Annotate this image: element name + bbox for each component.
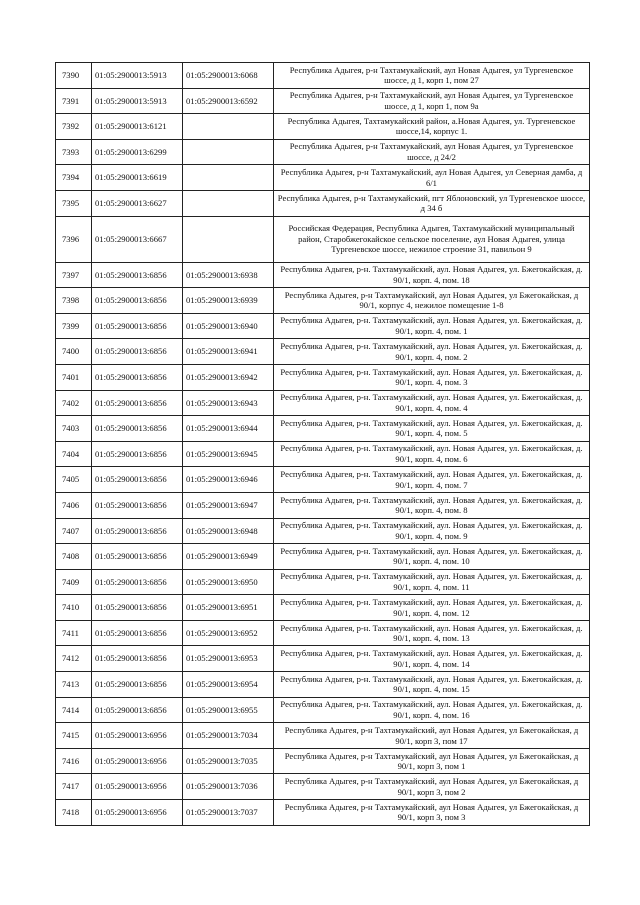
object-cadastral-number-cell <box>183 216 274 262</box>
table-row <box>56 748 590 774</box>
table-body <box>56 63 590 826</box>
object-cadastral-number-cell: 01:05:2900013:6945 <box>183 441 274 467</box>
table-row <box>56 800 590 826</box>
address-cell: Республика Адыгея, р-н. Тахтамукайский, аул. Новая Адыгея, ул. Бжегокайская, д. 90/1, корп. 4, пом. 7 <box>274 467 590 493</box>
address-cell: Республика Адыгея, р-н Тахтамукайский, аул Новая Адыгея, ул Бжегокайская, д 90/1, корп 3, пом 3 <box>274 800 590 826</box>
row-number-cell: 7401 <box>56 364 92 390</box>
table-row <box>56 139 590 165</box>
object-cadastral-number-cell: 01:05:2900013:6951 <box>183 595 274 621</box>
row-number-cell: 7395 <box>56 190 92 216</box>
object-cadastral-number-cell <box>183 139 274 165</box>
parcel-cadastral-number-cell: 01:05:2900013:6956 <box>92 723 183 749</box>
address-cell: Республика Адыгея, р-н Тахтамукайский, аул Новая Адыгея, ул Бжегокайская, д 90/1, корпус 4, нежилое помещение 1-8 <box>274 288 590 314</box>
parcel-cadastral-number-cell: 01:05:2900013:6856 <box>92 339 183 365</box>
table-row <box>56 165 590 191</box>
parcel-cadastral-number-cell: 01:05:2900013:6299 <box>92 139 183 165</box>
object-cadastral-number-cell: 01:05:2900013:6955 <box>183 697 274 723</box>
parcel-cadastral-number-cell: 01:05:2900013:6856 <box>92 262 183 288</box>
row-number-cell: 7408 <box>56 544 92 570</box>
object-cadastral-number-cell: 01:05:2900013:6939 <box>183 288 274 314</box>
row-number-cell: 7417 <box>56 774 92 800</box>
object-cadastral-number-cell: 01:05:2900013:6068 <box>183 63 274 89</box>
address-cell: Республика Адыгея, р-н. Тахтамукайский, аул. Новая Адыгея, ул. Бжегокайская, д. 90/1, корп. 4, пом. 18 <box>274 262 590 288</box>
object-cadastral-number-cell: 01:05:2900013:6946 <box>183 467 274 493</box>
row-number-cell: 7407 <box>56 518 92 544</box>
parcel-cadastral-number-cell: 01:05:2900013:6619 <box>92 165 183 191</box>
object-cadastral-number-cell: 01:05:2900013:7036 <box>183 774 274 800</box>
parcel-cadastral-number-cell: 01:05:2900013:6856 <box>92 492 183 518</box>
object-cadastral-number-cell: 01:05:2900013:6952 <box>183 620 274 646</box>
row-number-cell: 7397 <box>56 262 92 288</box>
row-number-cell: 7406 <box>56 492 92 518</box>
row-number-cell: 7393 <box>56 139 92 165</box>
row-number-cell: 7405 <box>56 467 92 493</box>
parcel-cadastral-number-cell: 01:05:2900013:6856 <box>92 620 183 646</box>
object-cadastral-number-cell: 01:05:2900013:6944 <box>183 416 274 442</box>
address-cell: Республика Адыгея, р-н. Тахтамукайский, аул. Новая Адыгея, ул. Бжегокайская, д. 90/1, корп. 4, пом. 13 <box>274 620 590 646</box>
object-cadastral-number-cell: 01:05:2900013:6592 <box>183 88 274 114</box>
object-cadastral-number-cell: 01:05:2900013:6950 <box>183 569 274 595</box>
row-number-cell: 7403 <box>56 416 92 442</box>
object-cadastral-number-cell <box>183 114 274 140</box>
table-row <box>56 595 590 621</box>
parcel-cadastral-number-cell: 01:05:2900013:6627 <box>92 190 183 216</box>
parcel-cadastral-number-cell: 01:05:2900013:6121 <box>92 114 183 140</box>
parcel-cadastral-number-cell: 01:05:2900013:6667 <box>92 216 183 262</box>
row-number-cell: 7394 <box>56 165 92 191</box>
table-row <box>56 390 590 416</box>
object-cadastral-number-cell: 01:05:2900013:6942 <box>183 364 274 390</box>
row-number-cell: 7411 <box>56 620 92 646</box>
address-cell: Республика Адыгея, р-н. Тахтамукайский, аул. Новая Адыгея, ул. Бжегокайская, д. 90/1, корп. 4, пом. 14 <box>274 646 590 672</box>
address-cell: Республика Адыгея, р-н. Тахтамукайский, аул. Новая Адыгея, ул. Бжегокайская, д. 90/1, корп. 4, пом. 5 <box>274 416 590 442</box>
row-number-cell: 7410 <box>56 595 92 621</box>
object-cadastral-number-cell: 01:05:2900013:6953 <box>183 646 274 672</box>
address-cell: Республика Адыгея, р-н. Тахтамукайский, аул. Новая Адыгея, ул. Бжегокайская, д. 90/1, корп. 4, пом. 15 <box>274 672 590 698</box>
parcel-cadastral-number-cell: 01:05:2900013:6856 <box>92 569 183 595</box>
parcel-cadastral-number-cell: 01:05:2900013:6856 <box>92 390 183 416</box>
address-cell: Республика Адыгея, р-н Тахтамукайский, аул Новая Адыгея, ул Тургеневское шоссе, д 1, корп 1, пом 27 <box>274 63 590 89</box>
object-cadastral-number-cell: 01:05:2900013:6938 <box>183 262 274 288</box>
parcel-cadastral-number-cell: 01:05:2900013:6856 <box>92 288 183 314</box>
parcel-cadastral-number-cell: 01:05:2900013:6956 <box>92 800 183 826</box>
table-row <box>56 569 590 595</box>
parcel-cadastral-number-cell: 01:05:2900013:6856 <box>92 544 183 570</box>
table-row <box>56 467 590 493</box>
table-row <box>56 364 590 390</box>
address-cell: Республика Адыгея, р-н Тахтамукайский, пгт Яблоновский, ул Тургеневское шоссе, д 34 б <box>274 190 590 216</box>
object-cadastral-number-cell: 01:05:2900013:7035 <box>183 748 274 774</box>
object-cadastral-number-cell: 01:05:2900013:6940 <box>183 313 274 339</box>
table-row <box>56 114 590 140</box>
address-cell: Республика Адыгея, р-н Тахтамукайский, аул Новая Адыгея, ул Тургеневское шоссе, д 1, корп 1, пом 9а <box>274 88 590 114</box>
address-cell: Республика Адыгея, р-н. Тахтамукайский, аул. Новая Адыгея, ул. Бжегокайская, д. 90/1, корп. 4, пом. 11 <box>274 569 590 595</box>
parcel-cadastral-number-cell: 01:05:2900013:6856 <box>92 313 183 339</box>
address-cell: Республика Адыгея, р-н. Тахтамукайский, аул. Новая Адыгея, ул. Бжегокайская, д. 90/1, корп. 4, пом. 10 <box>274 544 590 570</box>
address-cell: Республика Адыгея, р-н Тахтамукайский, аул Новая Адыгея, ул Бжегокайская, д 90/1, корп 3, пом 17 <box>274 723 590 749</box>
object-cadastral-number-cell: 01:05:2900013:6949 <box>183 544 274 570</box>
parcel-cadastral-number-cell: 01:05:2900013:6856 <box>92 416 183 442</box>
parcel-cadastral-number-cell: 01:05:2900013:6856 <box>92 595 183 621</box>
address-cell: Республика Адыгея, р-н. Тахтамукайский, аул. Новая Адыгея, ул. Бжегокайская, д. 90/1, корп. 4, пом. 4 <box>274 390 590 416</box>
parcel-cadastral-number-cell: 01:05:2900013:5913 <box>92 88 183 114</box>
object-cadastral-number-cell: 01:05:2900013:7037 <box>183 800 274 826</box>
table-row <box>56 416 590 442</box>
object-cadastral-number-cell: 01:05:2900013:6948 <box>183 518 274 544</box>
table-row <box>56 518 590 544</box>
row-number-cell: 7390 <box>56 63 92 89</box>
table-row <box>56 492 590 518</box>
address-cell: Республика Адыгея, р-н Тахтамукайский, аул Новая Адыгея, ул Северная дамба, д 6/1 <box>274 165 590 191</box>
row-number-cell: 7409 <box>56 569 92 595</box>
parcel-cadastral-number-cell: 01:05:2900013:6856 <box>92 518 183 544</box>
table-row <box>56 288 590 314</box>
table-row <box>56 646 590 672</box>
parcel-cadastral-number-cell: 01:05:2900013:6856 <box>92 697 183 723</box>
address-cell: Республика Адыгея, р-н. Тахтамукайский, аул. Новая Адыгея, ул. Бжегокайская, д. 90/1, корп. 4, пом. 16 <box>274 697 590 723</box>
parcel-cadastral-number-cell: 01:05:2900013:5913 <box>92 63 183 89</box>
table-row <box>56 216 590 262</box>
object-cadastral-number-cell: 01:05:2900013:6954 <box>183 672 274 698</box>
address-cell: Республика Адыгея, р-н. Тахтамукайский, аул. Новая Адыгея, ул. Бжегокайская, д. 90/1, корп. 4, пом. 6 <box>274 441 590 467</box>
address-cell: Республика Адыгея, р-н. Тахтамукайский, аул. Новая Адыгея, ул. Бжегокайская, д. 90/1, корп. 4, пом. 3 <box>274 364 590 390</box>
parcel-cadastral-number-cell: 01:05:2900013:6856 <box>92 672 183 698</box>
object-cadastral-number-cell <box>183 165 274 191</box>
object-cadastral-number-cell: 01:05:2900013:6943 <box>183 390 274 416</box>
table-row <box>56 313 590 339</box>
row-number-cell: 7412 <box>56 646 92 672</box>
address-cell: Республика Адыгея, р-н. Тахтамукайский, аул. Новая Адыгея, ул. Бжегокайская, д. 90/1, корп. 4, пом. 1 <box>274 313 590 339</box>
object-cadastral-number-cell: 01:05:2900013:6947 <box>183 492 274 518</box>
document-page <box>55 62 590 826</box>
object-cadastral-number-cell <box>183 190 274 216</box>
table-row <box>56 63 590 89</box>
table-row <box>56 441 590 467</box>
parcel-cadastral-number-cell: 01:05:2900013:6856 <box>92 441 183 467</box>
row-number-cell: 7396 <box>56 216 92 262</box>
table-row <box>56 672 590 698</box>
parcel-cadastral-number-cell: 01:05:2900013:6856 <box>92 646 183 672</box>
row-number-cell: 7415 <box>56 723 92 749</box>
address-cell: Республика Адыгея, Тахтамукайский район, а.Новая Адыгея, ул. Тургеневское шоссе,14, корпус 1. <box>274 114 590 140</box>
address-cell: Республика Адыгея, р-н Тахтамукайский, аул Новая Адыгея, ул Бжегокайская, д 90/1, корп 3, пом 2 <box>274 774 590 800</box>
row-number-cell: 7418 <box>56 800 92 826</box>
table-row <box>56 697 590 723</box>
parcel-cadastral-number-cell: 01:05:2900013:6856 <box>92 467 183 493</box>
address-cell: Республика Адыгея, р-н Тахтамукайский, аул Новая Адыгея, ул Бжегокайская, д 90/1, корп 3, пом 1 <box>274 748 590 774</box>
address-cell: Российская Федерация, Республика Адыгея, Тахтамукайский муниципальный район, Старобжегокайское сельское поселение, аул Новая Адыгея, улица Тургеневское шоссе, нежилое строение 31, павильон 9 <box>274 216 590 262</box>
object-cadastral-number-cell: 01:05:2900013:7034 <box>183 723 274 749</box>
parcel-cadastral-number-cell: 01:05:2900013:6856 <box>92 364 183 390</box>
address-cell: Республика Адыгея, р-н. Тахтамукайский, аул. Новая Адыгея, ул. Бжегокайская, д. 90/1, корп. 4, пом. 8 <box>274 492 590 518</box>
row-number-cell: 7416 <box>56 748 92 774</box>
row-number-cell: 7400 <box>56 339 92 365</box>
cadastral-table <box>55 62 590 826</box>
table-row <box>56 262 590 288</box>
address-cell: Республика Адыгея, р-н. Тахтамукайский, аул. Новая Адыгея, ул. Бжегокайская, д. 90/1, корп. 4, пом. 9 <box>274 518 590 544</box>
row-number-cell: 7398 <box>56 288 92 314</box>
row-number-cell: 7413 <box>56 672 92 698</box>
parcel-cadastral-number-cell: 01:05:2900013:6956 <box>92 774 183 800</box>
row-number-cell: 7392 <box>56 114 92 140</box>
table-row <box>56 88 590 114</box>
row-number-cell: 7414 <box>56 697 92 723</box>
address-cell: Республика Адыгея, р-н. Тахтамукайский, аул. Новая Адыгея, ул. Бжегокайская, д. 90/1, корп. 4, пом. 12 <box>274 595 590 621</box>
table-row <box>56 774 590 800</box>
address-cell: Республика Адыгея, р-н Тахтамукайский, аул Новая Адыгея, ул Тургеневское шоссе, д 24/2 <box>274 139 590 165</box>
row-number-cell: 7399 <box>56 313 92 339</box>
parcel-cadastral-number-cell: 01:05:2900013:6956 <box>92 748 183 774</box>
object-cadastral-number-cell: 01:05:2900013:6941 <box>183 339 274 365</box>
row-number-cell: 7404 <box>56 441 92 467</box>
table-row <box>56 620 590 646</box>
table-row <box>56 723 590 749</box>
table-row <box>56 544 590 570</box>
table-row <box>56 339 590 365</box>
table-row <box>56 190 590 216</box>
row-number-cell: 7402 <box>56 390 92 416</box>
row-number-cell: 7391 <box>56 88 92 114</box>
address-cell: Республика Адыгея, р-н. Тахтамукайский, аул. Новая Адыгея, ул. Бжегокайская, д. 90/1, корп. 4, пом. 2 <box>274 339 590 365</box>
